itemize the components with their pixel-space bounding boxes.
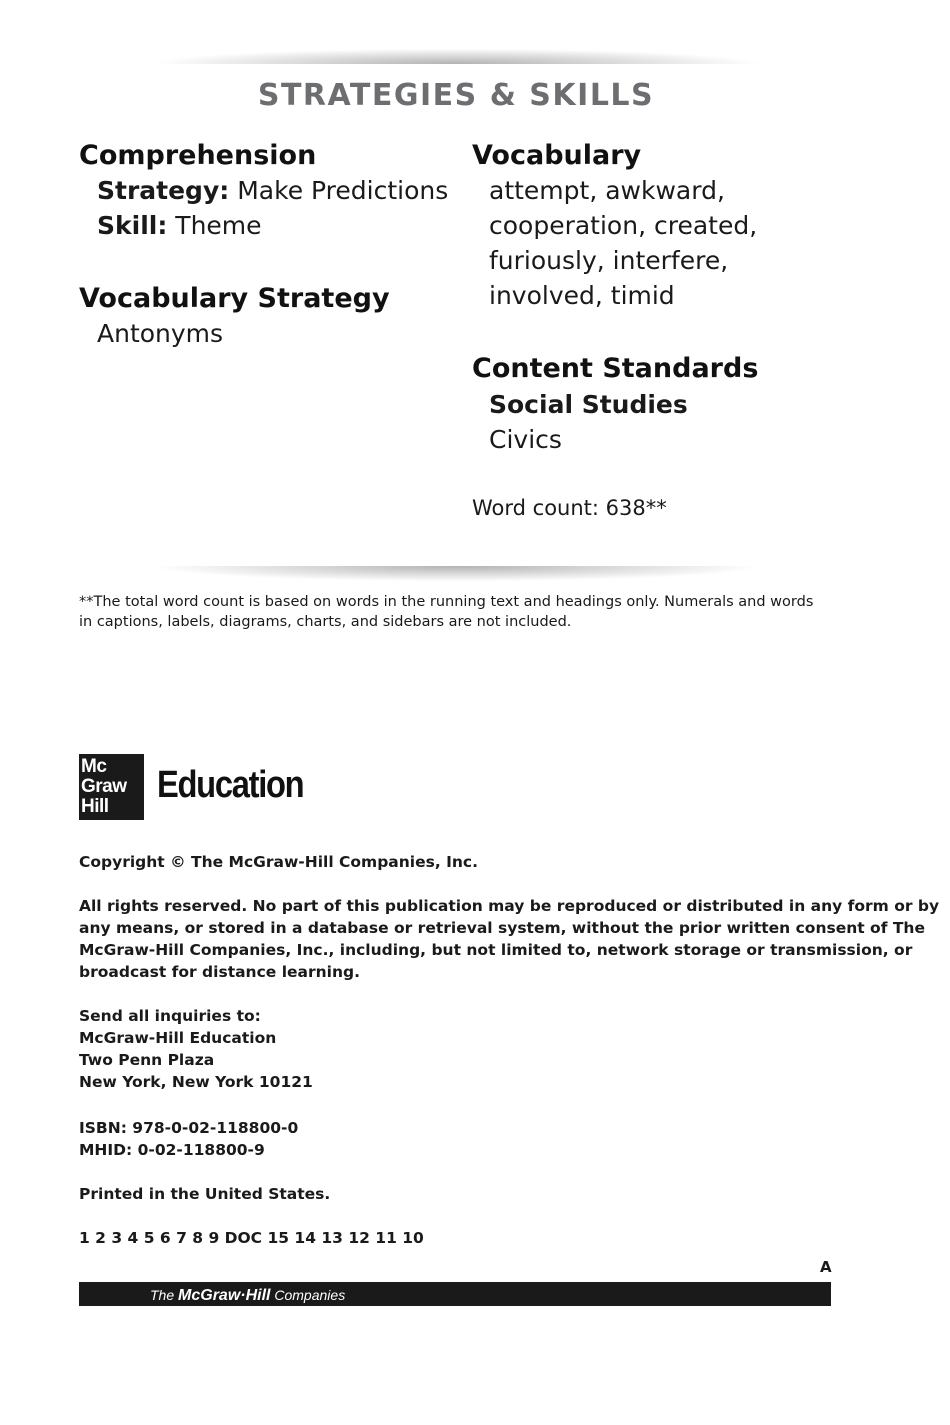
word-count: Word count: 638** — [472, 496, 667, 520]
identifier-block — [79, 1117, 839, 1161]
comprehension-heading: Comprehension — [79, 140, 317, 171]
footer-publisher — [150, 1282, 345, 1309]
logo-line: Graw — [81, 776, 127, 797]
vocabulary-heading: Vocabulary — [472, 140, 642, 171]
mcgraw-hill-logo — [79, 754, 144, 820]
strategy-label: Strategy: — [97, 176, 230, 205]
rights-line: All rights reserved. No part of this publication may be reproduced or distributed in any form or by — [79, 897, 940, 915]
copyright-line — [79, 851, 839, 873]
skill-value: Theme — [175, 211, 262, 240]
vocabulary-line: cooperation, created, — [489, 211, 758, 240]
footnote-line: in captions, labels, diagrams, charts, and sidebars are not included. — [79, 614, 572, 630]
isbn: ISBN: 978-0-02-118800-0 — [79, 1119, 299, 1137]
rights-paragraph — [79, 895, 940, 983]
strategy-value: Make Predictions — [237, 176, 449, 205]
vocabulary-line: attempt, awkward, — [489, 176, 725, 205]
print-number-line — [79, 1227, 839, 1249]
vocabulary-line: involved, timid — [489, 281, 675, 310]
vocabulary-strategy-heading: Vocabulary Strategy — [79, 283, 390, 314]
logo-line: Hill — [81, 796, 109, 817]
top-shadow-band — [62, 42, 852, 64]
education-wordmark: Education — [157, 764, 304, 806]
bottom-shadow-band — [62, 566, 852, 588]
address-line: Two Penn Plaza — [79, 1051, 215, 1069]
printed-line — [79, 1183, 839, 1205]
footer-suffix: Companies — [274, 1287, 346, 1303]
footer-bar — [79, 1282, 831, 1306]
strategy-line — [97, 173, 448, 208]
address-line: McGraw-Hill Education — [79, 1029, 277, 1047]
printed-text: Printed in the United States. — [79, 1185, 331, 1203]
page-letter: A — [820, 1258, 832, 1276]
civics-value: Civics — [489, 425, 562, 454]
social-studies-subheading: Social Studies — [489, 390, 688, 419]
logo-line: Mc — [81, 756, 107, 777]
footer-name: McGraw·Hill — [178, 1287, 271, 1304]
address-block — [79, 1005, 839, 1093]
footer-prefix: The — [150, 1287, 175, 1303]
print-number-text: 1 2 3 4 5 6 7 8 9 DOC 15 14 13 12 11 10 — [79, 1229, 424, 1247]
vocabulary-line: furiously, interfere, — [489, 246, 729, 275]
footnote-line: **The total word count is based on words in the running text and headings only. Numerals and words — [79, 594, 814, 610]
vocabulary-strategy-value: Antonyms — [97, 319, 224, 348]
address-line: Send all inquiries to: — [79, 1007, 261, 1025]
rights-line: any means, or stored in a database or retrieval system, without the prior written consent of The — [79, 919, 925, 937]
skill-label: Skill: — [97, 211, 168, 240]
section-title: STRATEGIES & SKILLS — [257, 78, 655, 113]
rights-line: broadcast for distance learning. — [79, 963, 360, 981]
word-count-footnote — [79, 592, 859, 632]
address-line: New York, New York 10121 — [79, 1073, 313, 1091]
skill-line — [97, 208, 262, 243]
mhid: MHID: 0-02-118800-9 — [79, 1141, 265, 1159]
content-standards-heading: Content Standards — [472, 353, 759, 384]
rights-line: McGraw-Hill Companies, Inc., including, but not limited to, network storage or transmission, or — [79, 941, 913, 959]
copyright-text: Copyright © The McGraw-Hill Companies, Inc. — [79, 853, 479, 871]
